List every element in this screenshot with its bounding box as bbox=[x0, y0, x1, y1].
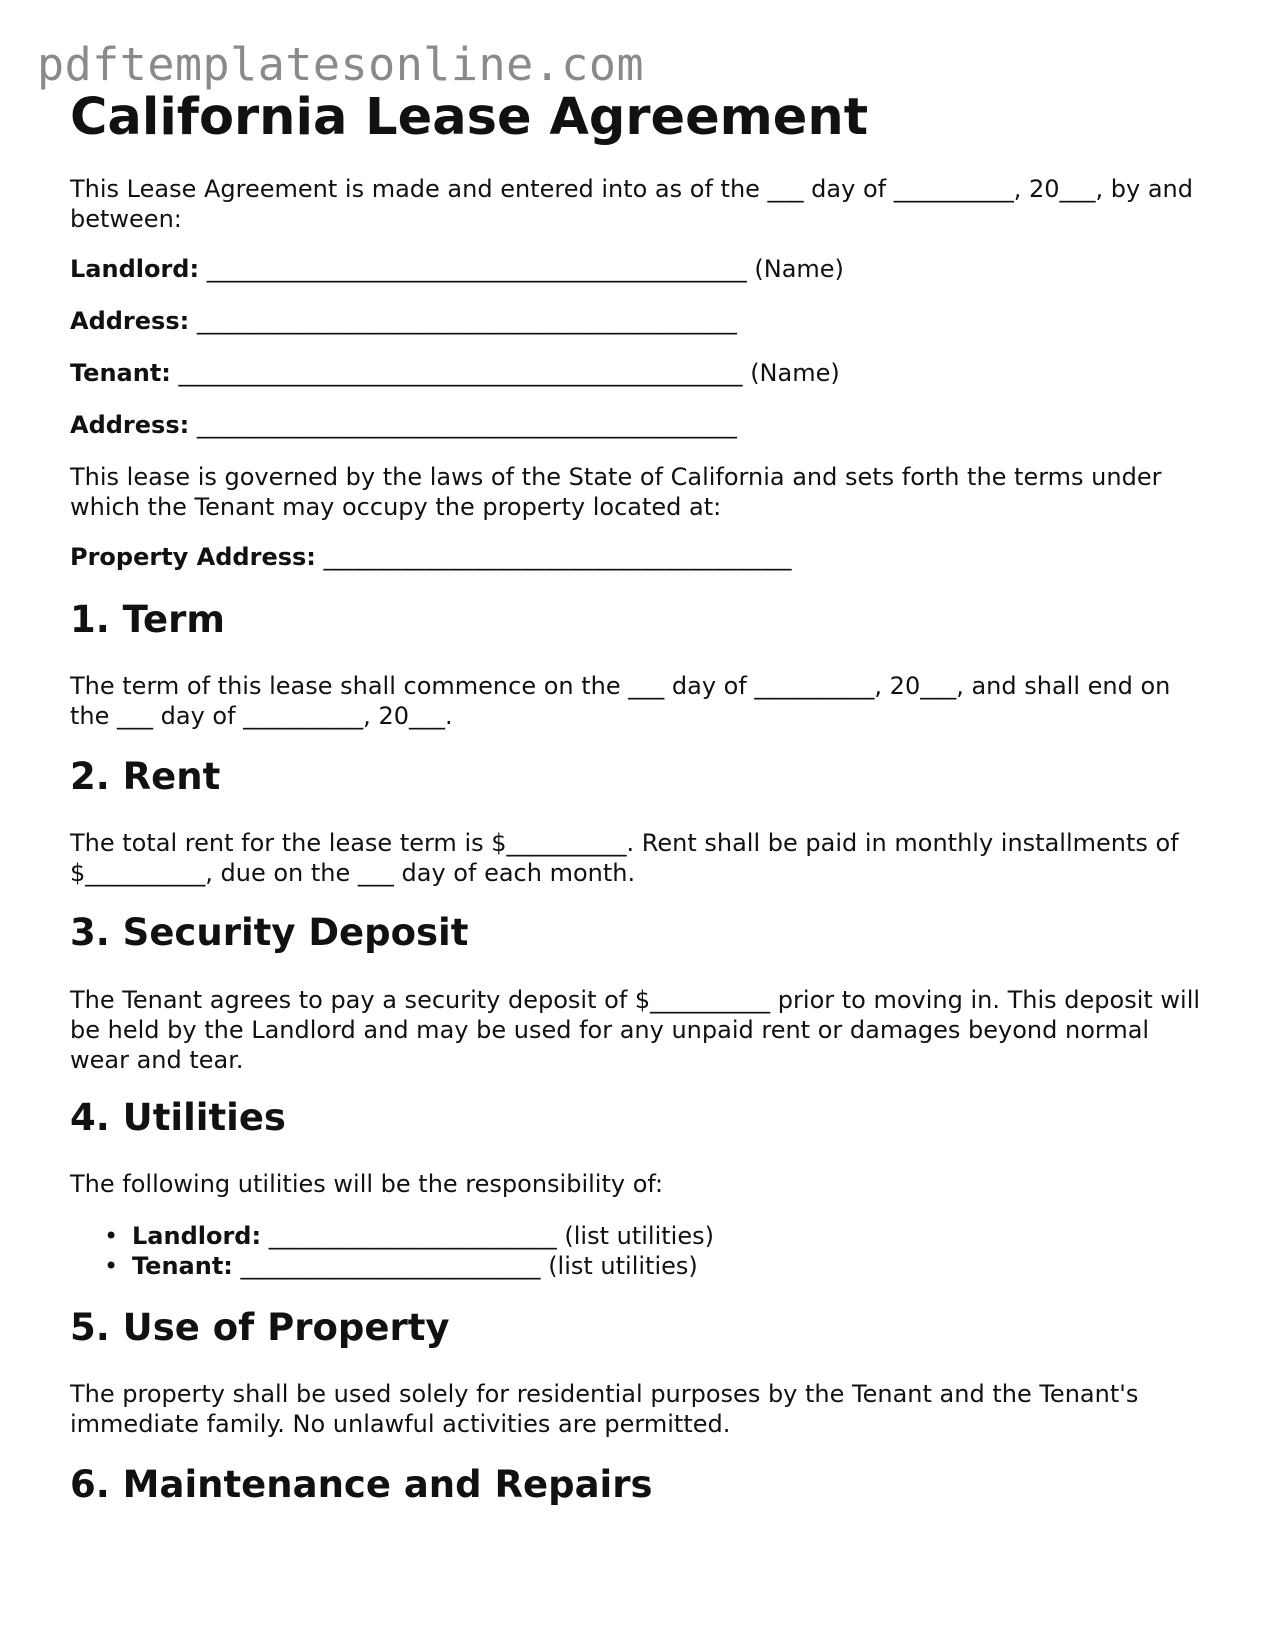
section-text-utilities: The following utilities will be the responsibility of: bbox=[70, 1170, 664, 1198]
list-item[interactable] bbox=[100, 1221, 714, 1251]
intro-paragraph: This Lease Agreement is made and entered into as of the ___ day of __________, 20___, by and between: bbox=[70, 175, 1193, 233]
document-title: California Lease Agreement bbox=[70, 88, 869, 147]
governing-law-paragraph: This lease is governed by the laws of the State of California and sets forth the terms under which the Tenant may occupy the property located at: bbox=[70, 463, 1162, 521]
bullet: • bbox=[104, 1222, 119, 1250]
utilities-list bbox=[100, 1221, 714, 1281]
landlord-address-field[interactable] bbox=[70, 306, 737, 336]
section-heading-utilities: 4. Utilities bbox=[70, 1096, 286, 1139]
tenant-address-label: Address: bbox=[70, 411, 190, 439]
watermark: pdftemplatesonline.com bbox=[37, 38, 645, 91]
landlord-address-label: Address: bbox=[70, 307, 190, 335]
section-heading-security-deposit: 3. Security Deposit bbox=[70, 911, 469, 954]
tenant-name-blank[interactable]: _______________________________________________ bbox=[178, 359, 743, 387]
section-text-use-of-property: The property shall be used solely for residential purposes by the Tenant and the Tenant's immediate family. No unlawful activities are permitted. bbox=[70, 1380, 1139, 1438]
utility-landlord-label: Landlord: bbox=[132, 1222, 262, 1250]
list-item[interactable] bbox=[100, 1251, 714, 1281]
section-heading-maintenance: 6. Maintenance and Repairs bbox=[70, 1463, 653, 1506]
landlord-name-suffix: (Name) bbox=[754, 255, 844, 283]
utility-tenant-label: Tenant: bbox=[132, 1252, 233, 1280]
tenant-name-field[interactable] bbox=[70, 358, 840, 388]
section-text-term: The term of this lease shall commence on the ___ day of __________, 20___, and shall end on the ___ day of __________, 20___. bbox=[70, 672, 1171, 730]
landlord-label: Landlord: bbox=[70, 255, 200, 283]
utility-tenant-suffix: (list utilities) bbox=[548, 1252, 698, 1280]
section-heading-term: 1. Term bbox=[70, 598, 225, 641]
property-address-field[interactable] bbox=[70, 542, 792, 572]
bullet: • bbox=[104, 1252, 119, 1280]
tenant-label: Tenant: bbox=[70, 359, 171, 387]
section-text-rent: The total rent for the lease term is $__________. Rent shall be paid in monthly installments of $__________, due on the ___ day of each month. bbox=[70, 829, 1179, 887]
tenant-name-suffix: (Name) bbox=[750, 359, 840, 387]
utility-tenant-blank[interactable]: _________________________ bbox=[240, 1252, 541, 1280]
property-address-label: Property Address: bbox=[70, 543, 316, 571]
landlord-name-field[interactable] bbox=[70, 254, 844, 284]
section-heading-rent: 2. Rent bbox=[70, 755, 221, 798]
section-text-security-deposit: The Tenant agrees to pay a security deposit of $__________ prior to moving in. This deposit will be held by the Landlord and may be used for any unpaid rent or damages beyond normal wear and tear. bbox=[70, 986, 1201, 1074]
landlord-name-blank[interactable]: _____________________________________________ bbox=[206, 255, 747, 283]
property-address-blank[interactable]: _______________________________________ bbox=[323, 543, 792, 571]
tenant-address-field[interactable] bbox=[70, 410, 737, 440]
section-heading-use-of-property: 5. Use of Property bbox=[70, 1306, 450, 1349]
utility-landlord-blank[interactable]: ________________________ bbox=[268, 1222, 557, 1250]
tenant-address-blank[interactable]: _____________________________________________ bbox=[196, 411, 737, 439]
utility-landlord-suffix: (list utilities) bbox=[564, 1222, 714, 1250]
landlord-address-blank[interactable]: _____________________________________________ bbox=[196, 307, 737, 335]
